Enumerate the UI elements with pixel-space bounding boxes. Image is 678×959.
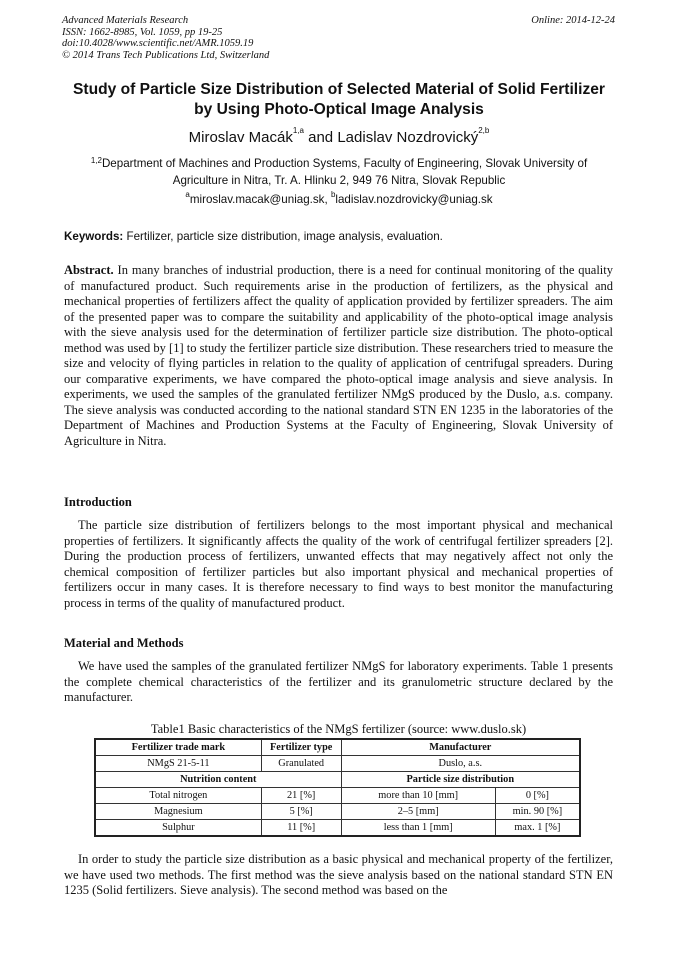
table-1 <box>94 738 581 837</box>
abstract <box>64 263 613 450</box>
emails <box>60 190 618 206</box>
methods-heading: Material and Methods <box>64 636 184 650</box>
author-2-sup: 2,b <box>478 126 490 135</box>
author-1-sup: 1,a <box>292 126 304 135</box>
online-date: Online: 2014-12-24 <box>531 15 615 26</box>
introduction-heading: Introduction <box>64 495 132 509</box>
email-a[interactable]: miroslav.macak@uniag.sk <box>189 193 325 206</box>
table-row <box>95 756 580 772</box>
author-1: Miroslav Macák <box>188 129 293 146</box>
doi: doi:10.4028/www.scientific.net/AMR.1059.19 <box>62 38 254 50</box>
cell-nutrient: Magnesium <box>95 804 261 820</box>
paper-title <box>60 80 618 120</box>
journal-name: Advanced Materials Research <box>62 15 189 26</box>
table-row <box>95 820 580 837</box>
header-fertilizer-type: Fertilizer type <box>261 739 341 756</box>
email-separator: , <box>324 193 331 206</box>
cell-share: 0 [%] <box>495 788 580 804</box>
cell-nutrient: Total nitrogen <box>95 788 261 804</box>
header-nutrition-content: Nutrition content <box>95 772 341 788</box>
cell-share: max. 1 [%] <box>495 820 580 837</box>
table-row <box>95 804 580 820</box>
email-b[interactable]: ladislav.nozdrovicky@uniag.sk <box>335 193 493 206</box>
keywords-text: Fertilizer, particle size distribution, image analysis, evaluation. <box>123 230 443 243</box>
email-b-sup: b <box>330 190 336 199</box>
cell-fertilizer-type: Granulated <box>261 756 341 772</box>
cell-manufacturer: Duslo, a.s. <box>341 756 580 772</box>
cell-amount: 5 [%] <box>261 804 341 820</box>
cell-trade-mark: NMgS 21-5-11 <box>95 756 261 772</box>
cell-nutrient: Sulphur <box>95 820 261 837</box>
keywords <box>64 230 616 243</box>
table-subheader-row <box>95 772 580 788</box>
email-a-sup: a <box>185 190 190 199</box>
abstract-text: In many branches of industrial production, there is a need for continual monitoring of the quality of manufactured product. Such requirements arise in the production of fertilizers, as the physical and mechanical properties of fertilizers affect the quality of application provided by fertilizer spreaders. The aim of the presented paper was to compare the suitability and applicability of the photo-optical image analysis with the sieve analysis used for the determination of fertilizer particle size distribution. The photo-optical method was used by [1] to study the fertilizer particle size distribution. These researchers tried to measure the size and velocity of flying particles in relation to the quality of application of centrifugal spreaders. During our comparative experiments, we have compared the photo-optical image analysis and sieve analysis. In experiments, we used the samples of the granulated fertilizer NMgS produced by the Duslo, a.s. company. The sieve analysis was conducted according to the national standard STN EN 1235 in the laboratories of the Department of Machines and Production Systems at the Faculty of Engineering, Slovak University of Agriculture in Nitra. <box>64 263 613 449</box>
methods-text: We have used the samples of the granulated fertilizer NMgS for laboratory experiments. Table 1 presents the complete chemical characteristics of the fertilizer and its granulometric structure declared by the manufacturer. <box>64 659 613 705</box>
table-caption: Table1 Basic characteristics of the NMgS fertilizer (source: www.duslo.sk) <box>150 722 527 736</box>
affiliation-sup: 1,2 <box>90 156 102 165</box>
cell-amount: 21 [%] <box>261 788 341 804</box>
author-connector: and <box>303 129 338 146</box>
methods-text-2: In order to study the particle size distribution as a basic physical and mechanical property of the fertilizer, we have used two methods. The first method was the sieve analysis based on the national standard STN EN 1235 (Solid fertilizers. Sieve analysis). The second method was based on the <box>64 852 613 898</box>
title-line-2: by Using Photo-Optical Image Analysis <box>194 101 484 118</box>
cell-size: 2–5 [mm] <box>341 804 495 820</box>
cell-amount: 11 [%] <box>261 820 341 837</box>
table-row <box>95 788 580 804</box>
cell-share: min. 90 [%] <box>495 804 580 820</box>
author-2: Ladislav Nozdrovický <box>337 129 479 146</box>
abstract-label: Abstract. <box>64 263 114 277</box>
authors <box>60 126 618 146</box>
introduction-text: The particle size distribution of fertilizers belongs to the most important physical and mechanical properties of fertilizers. It significantly affects the quality of the work of centrifugal fertilizer spreaders [2]. During the production process of fertilizers, unwanted effects that may negatively affect not only the chemical composition of fertilizer particles but also important physical and mechanical properties of fertilizers occur in many cases. It is therefore necessary to find ways to best monitor the manufacturing process in terms of the quality of manufactured product. <box>64 518 613 610</box>
title-line-1: Study of Particle Size Distribution of Selected Material of Solid Fertilizer <box>72 81 605 98</box>
journal-header <box>62 15 269 61</box>
header-manufacturer: Manufacturer <box>341 739 580 756</box>
keywords-label: Keywords: <box>64 230 124 243</box>
table-header-row <box>95 739 580 756</box>
copyright: © 2014 Trans Tech Publications Ltd, Switzerland <box>62 49 270 61</box>
affiliation-line-1: Department of Machines and Production Systems, Faculty of Engineering, Slovak University of <box>101 157 588 170</box>
affiliation <box>60 155 618 189</box>
cell-size: more than 10 [mm] <box>341 788 495 804</box>
cell-size: less than 1 [mm] <box>341 820 495 837</box>
header-particle-size: Particle size distribution <box>341 772 580 788</box>
issn: ISSN: 1662-8985, Vol. 1059, pp 19-25 <box>62 26 223 38</box>
header-trade-mark: Fertilizer trade mark <box>95 739 261 756</box>
affiliation-line-2: Agriculture in Nitra, Tr. A. Hlinku 2, 949 76 Nitra, Slovak Republic <box>172 174 506 187</box>
